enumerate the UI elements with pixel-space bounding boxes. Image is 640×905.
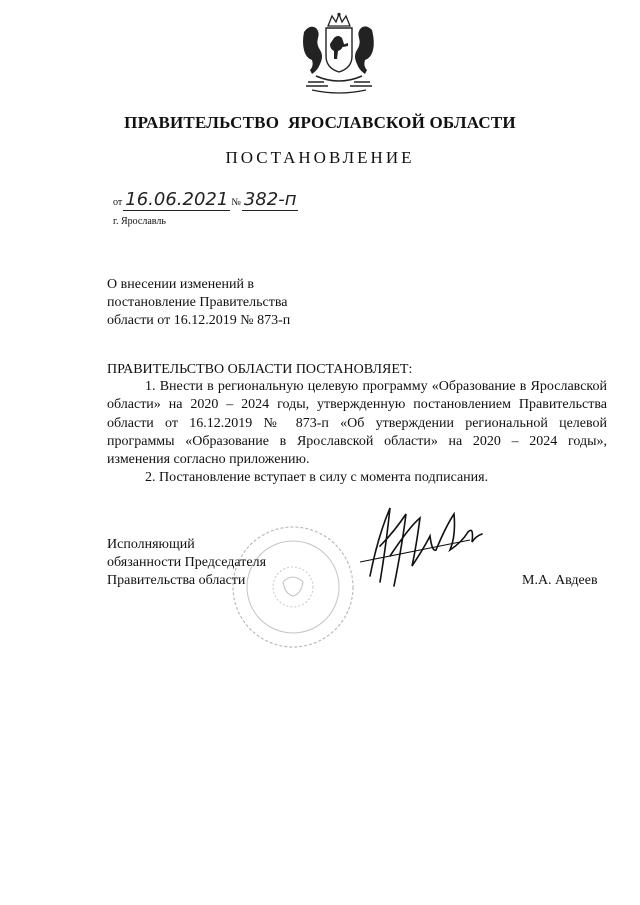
handwritten-date: 16.06.2021	[125, 189, 229, 210]
city-label: г. Ярославль	[113, 216, 166, 227]
signer-name: М.А. Авдеев	[522, 573, 598, 588]
subject-line: постановление Правительства	[107, 295, 288, 310]
handwritten-number: 382-п	[243, 189, 297, 210]
decree-body	[107, 378, 607, 488]
number-label: №	[231, 197, 241, 208]
signer-title-line: обязанности Председателя	[107, 555, 267, 570]
subject-block	[107, 276, 367, 330]
subject-line: области от 16.12.2019 № 873-п	[107, 313, 291, 328]
from-label: от	[113, 197, 123, 208]
signer-title-line: Исполняющий	[107, 537, 195, 552]
signer-title-line: Правительства области	[107, 573, 246, 588]
government-title: ПРАВИТЕЛЬСТВО ЯРОСЛАВСКОЙ ОБЛАСТИ	[124, 113, 516, 132]
registration-line	[112, 190, 298, 211]
decree-item: 1. Внести в региональную целевую программу «Образование в Ярославской области» на 2020 – 2024 годы, утвержденную постановлением Правительства области от 16.12.2019 № 873-п «Об утверждении региональной целевой программы «Образование в Ярославской области» на 2020 – 2024 годы», изменения согласно приложению.	[107, 379, 607, 468]
decree-heading: ПРАВИТЕЛЬСТВО ОБЛАСТИ ПОСТАНОВЛЯЕТ:	[107, 362, 413, 377]
coat-of-arms-emblem	[294, 12, 384, 94]
handwritten-signature	[350, 496, 500, 596]
decree-item: 2. Постановление вступает в силу с момента подписания.	[145, 470, 489, 486]
signer-title	[107, 536, 266, 590]
document-kind-title: ПОСТАНОВЛЕНИЕ	[225, 148, 415, 167]
subject-line: О внесении изменений в	[107, 277, 255, 292]
